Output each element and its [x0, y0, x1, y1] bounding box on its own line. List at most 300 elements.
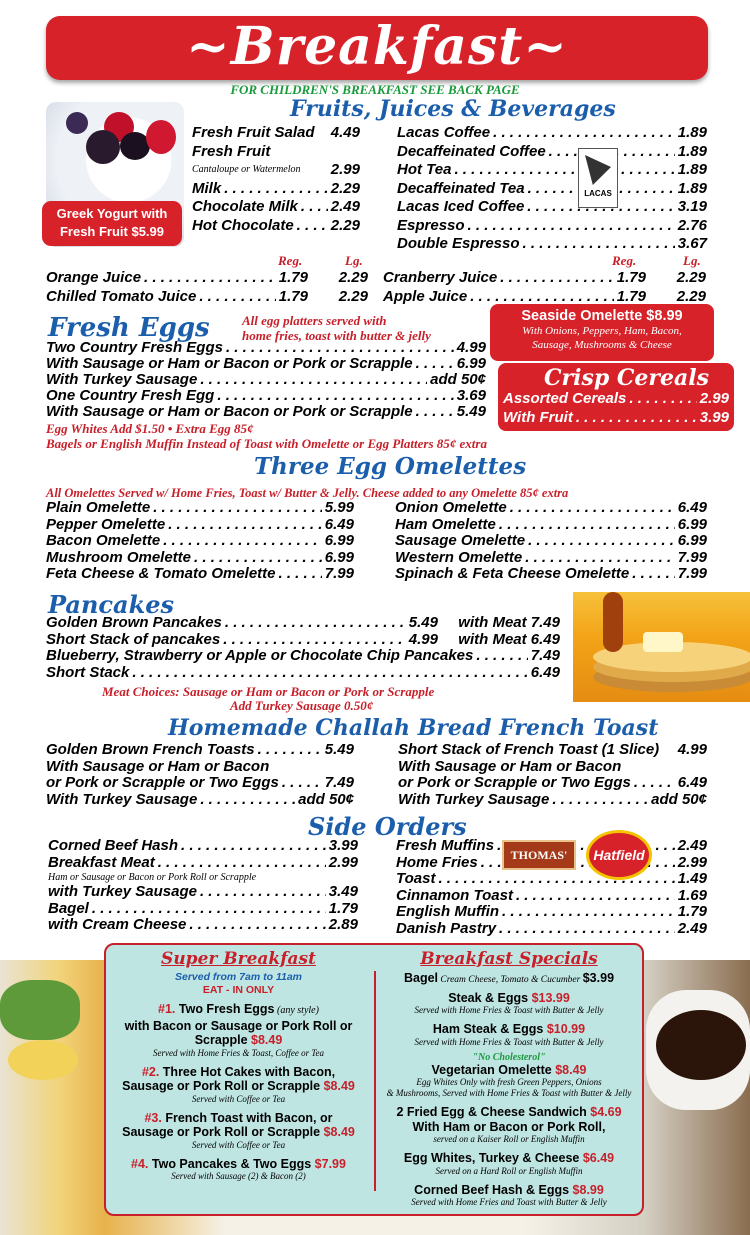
menu-row [46, 517, 354, 534]
item-name: Golden Brown French Toasts [46, 741, 255, 758]
super-item-1-note: (any style) [274, 1005, 319, 1016]
special-sandwich-served: served on a Kaiser Roll or English Muffin [433, 1134, 585, 1144]
item-name: Two Country Fresh Eggs [46, 339, 223, 356]
juice-lg: 2.29 [338, 269, 368, 286]
item-name: Decaffeinated Coffee [397, 142, 546, 160]
dot-leader [416, 356, 454, 372]
item-price: 4.99 [408, 630, 438, 648]
dot-leader [181, 838, 326, 855]
item-name: Cinnamon Toast [396, 886, 513, 904]
item-name: Sausage Omelette [395, 532, 526, 549]
super-item-2-desc: Sausage or Pork Roll or Scrapple [122, 1079, 324, 1093]
item-price: 1.49 [677, 870, 707, 887]
dot-leader [200, 792, 295, 809]
lacas-logo-text: LACAS [584, 189, 612, 198]
item-price: 6.49 [324, 515, 354, 533]
super-eat-in: EAT - IN ONLY [202, 984, 275, 996]
dot-leader [632, 566, 675, 583]
dot-leader [454, 161, 674, 180]
kids-note: FOR CHILDREN'S BREAKFAST SEE BACK PAGE [230, 82, 520, 97]
item-price: 6.99 [456, 355, 486, 372]
item-price: 2.99 [330, 161, 360, 178]
dot-leader [510, 500, 675, 517]
dot-leader [224, 180, 328, 199]
item-name: with Cream Cheese [48, 916, 187, 933]
dot-leader [499, 517, 675, 534]
item-name: Double Espresso [397, 235, 520, 252]
menu-row [48, 917, 358, 934]
meat-price: with Meat 7.49 [458, 614, 560, 631]
item-name: Golden Brown Pancakes [46, 614, 222, 631]
item-price: 3.99 [328, 837, 358, 854]
item-price: add 50¢ [651, 790, 707, 808]
item-price: 2.89 [328, 916, 358, 933]
menu-row [46, 404, 486, 420]
dot-leader [132, 665, 527, 682]
juice-name: Orange Juice [46, 269, 142, 286]
item-name: Fresh Fruit Salad [192, 124, 315, 141]
super-item-1-title: Two Fresh Eggs [175, 1002, 275, 1016]
item-price: 2.49 [677, 919, 707, 937]
juice-name: Chilled Tomato Juice [46, 287, 197, 305]
item-name: Toast [396, 870, 436, 887]
pancakes-heading: Pancakes [48, 590, 174, 619]
item-price: 7.99 [677, 565, 707, 582]
menu-row [395, 550, 707, 567]
omelettes-left-list [46, 500, 354, 583]
fruits-heading: Fruits, Juices & Beverages [290, 96, 616, 122]
item-price: 6.99 [324, 532, 354, 549]
seaside-box [490, 304, 714, 361]
item-name: One Country Fresh Egg [46, 387, 215, 404]
special-sandwich-price: $4.69 [590, 1105, 622, 1119]
juice-reg: 1.79 [616, 269, 646, 286]
seaside-desc1: With Onions, Peppers, Ham, Bacon, [522, 325, 682, 337]
special-ham-steak-price: $10.99 [546, 1022, 586, 1036]
eggs-note2: home fries, toast with butter & jelly [242, 328, 431, 343]
item-price: 1.79 [677, 903, 707, 920]
fruits-right-list [397, 124, 707, 254]
menu-row [46, 356, 486, 372]
menu-row [398, 792, 707, 809]
item-name: Feta Cheese & Tomato Omelette [46, 565, 276, 582]
super-item-2-served: Served with Coffee or Tea [191, 1093, 286, 1104]
item-name: Onion Omelette [395, 499, 507, 516]
item-price: 3.19 [677, 198, 707, 215]
item-price: add 50¢ [430, 371, 486, 388]
spacer [315, 124, 331, 143]
spacer [270, 143, 360, 162]
menu-row [48, 838, 358, 855]
item-name: Assorted Cereals [503, 390, 627, 407]
menu-row [192, 161, 360, 180]
dot-leader [226, 340, 454, 356]
item-price: 2.49 [677, 837, 707, 854]
special-bagel: Bagel [403, 971, 439, 985]
dot-leader [189, 917, 325, 934]
menu-row [46, 775, 354, 792]
item-price: 3.99 [699, 408, 729, 426]
pancakes-note2: Add Turkey Sausage 0.50¢ [230, 698, 374, 713]
item-name: Corned Beef Hash [48, 837, 179, 854]
item-price: 6.99 [677, 532, 707, 549]
item-name: Plain Omelette [46, 499, 151, 516]
item-price: 2.49 [330, 198, 360, 215]
lg-label-right: Lg. [683, 253, 701, 268]
menu-row [397, 124, 707, 143]
dot-leader [502, 904, 675, 921]
specials-heading: Breakfast Specials [420, 949, 598, 969]
item-name: Ham Omelette [395, 515, 496, 533]
item-name: Short Stack of French Toast (1 Slice) [398, 741, 660, 758]
item-name: Hot Tea [397, 161, 452, 178]
super-item-4-price: $7.99 [314, 1156, 346, 1171]
thomas-logo: THOMAS' [502, 840, 576, 870]
juice-row [46, 269, 368, 288]
super-item-2-title: Three Hot Cakes with Bacon, [159, 1064, 336, 1079]
special-ham-steak: Ham Steak & Eggs [432, 1022, 547, 1036]
dot-leader [223, 632, 406, 649]
special-sandwich: 2 Fried Egg & Cheese Sandwich [396, 1105, 591, 1119]
yogurt-line2: Fresh Fruit $5.99 [59, 224, 165, 239]
menu-row [192, 143, 360, 162]
eggs-extra2: Bagels or English Muffin Instead of Toast with Omelette or Egg Platters 85¢ extra [46, 436, 487, 451]
menu-row [46, 615, 560, 632]
special-steak-served: Served with Home Fries & Toast with Butter & Jelly [414, 1005, 604, 1015]
dot-leader [279, 566, 322, 583]
juices-right-list [383, 269, 706, 306]
omelettes-note: All Omelettes Served w/ Home Fries, Toast w/ Butter & Jelly. Cheese added to any Omelette 85¢ extra [46, 486, 569, 500]
dot-leader [301, 198, 328, 217]
omelettes-right-list [395, 500, 707, 583]
special-steak-price: $13.99 [531, 990, 570, 1005]
item-name: Breakfast Meat [48, 853, 155, 871]
juice-reg: 1.79 [278, 269, 308, 286]
item-price: 3.49 [328, 883, 358, 900]
juice-row [383, 269, 706, 288]
special-egg-whites-price: $6.49 [582, 1151, 615, 1165]
seaside-title: Seaside Omelette $8.99 [521, 308, 683, 324]
sides-heading: Side Orders [308, 812, 467, 841]
dot-leader [200, 884, 326, 901]
item-name: Lacas Iced Coffee [397, 198, 525, 215]
menu-row [46, 550, 354, 567]
item-name: Home Fries [396, 853, 478, 871]
menu-row [48, 884, 358, 901]
lg-label-left: Lg. [345, 253, 363, 268]
dot-leader [552, 792, 648, 809]
spacer [621, 759, 707, 776]
special-ham-steak-served: Served with Home Fries & Toast with Butter & Jelly [414, 1036, 604, 1047]
dot-leader [500, 269, 614, 288]
super-item-1-desc: with Bacon or Sausage or Pork Roll or [124, 1018, 353, 1033]
dot-leader [528, 533, 675, 550]
item-name: Hot Chocolate [192, 216, 294, 234]
menu-row [46, 742, 354, 759]
dot-leader [194, 550, 322, 567]
item-name: Chocolate Milk [192, 198, 298, 215]
item-price: 2.99 [699, 390, 729, 407]
special-corned-beef-served: Served with Home Fries and Toast with Butter & Jelly [411, 1197, 607, 1207]
dot-leader [416, 404, 454, 420]
cereals-heading: Crisp Cereals [544, 365, 709, 391]
super-item-2-num: #2. [141, 1064, 160, 1079]
menu-row [398, 759, 707, 776]
lacas-logo [578, 148, 618, 208]
special-egg-whites: Egg Whites, Turkey & Cheese [403, 1151, 583, 1165]
dot-leader [225, 615, 406, 632]
item-price: 7.49 [324, 774, 354, 791]
menu-row [192, 124, 360, 143]
menu-row [397, 161, 707, 180]
menu-row [396, 871, 707, 888]
reg-label-right: Reg. [612, 253, 637, 268]
menu-row [395, 517, 707, 534]
juice-lg: 2.29 [338, 287, 368, 305]
item-price: 6.49 [677, 774, 707, 791]
super-item-3-title: French Toast with Bacon, or [161, 1110, 333, 1125]
dot-leader [634, 775, 675, 792]
specials-panel [104, 943, 644, 1216]
item-name: With Turkey Sausage [398, 790, 550, 808]
item-price: 1.79 [328, 899, 358, 917]
pancakes-note1: Meat Choices: Sausage or Ham or Bacon or Pork or Scrapple [102, 684, 435, 699]
french-right-list [398, 742, 707, 808]
item-name: or Pork or Scrapple or Two Eggs [46, 774, 279, 791]
juice-lg: 2.29 [676, 269, 706, 286]
special-veg-desc2: & Mushrooms, Served with Home Fries & Toast with Butter & Jelly [386, 1088, 632, 1098]
juice-reg: 1.79 [616, 287, 646, 305]
menu-row [397, 180, 707, 199]
special-bagel-price: $3.99 [582, 971, 615, 985]
juice-name: Cranberry Juice [383, 269, 498, 286]
seaside-desc2: Sausage, Mushrooms & Cheese [532, 339, 672, 351]
menu-row [395, 566, 707, 583]
pancake-photo [573, 592, 750, 702]
eggs-heading: Fresh Eggs [48, 313, 210, 343]
item-name: Fresh Muffins [396, 837, 495, 854]
menu-row [398, 742, 707, 759]
super-item-1-desc2: Scrapple [194, 1033, 251, 1047]
item-name: Fresh Fruit [192, 142, 271, 160]
super-item-1-served: Served with Home Fries & Toast, Coffee or Tea [152, 1047, 325, 1058]
page-title: ~Breakfast~ [46, 16, 708, 80]
dot-leader [576, 409, 697, 428]
item-name: With Sausage or Ham or Bacon or Pork or Scrapple [46, 403, 413, 420]
item-price: 5.99 [324, 499, 354, 516]
item-name: With Turkey Sausage [46, 371, 198, 388]
dot-leader [468, 217, 675, 236]
special-steak: Steak & Eggs [448, 990, 532, 1005]
menu-row [396, 904, 707, 921]
item-price: 5.49 [456, 403, 486, 420]
dot-leader [158, 855, 326, 872]
menu-row [46, 792, 354, 809]
menu-row [46, 648, 560, 665]
omelettes-heading: Three Egg Omelettes [254, 453, 527, 480]
menu-row [46, 533, 354, 550]
item-price: 1.69 [677, 886, 707, 904]
item-price: 3.67 [677, 235, 707, 252]
menu-row [398, 775, 707, 792]
menu-row [397, 217, 707, 236]
item-price: 7.99 [324, 565, 354, 582]
menu-row [46, 759, 354, 776]
item-name: Danish Pastry [396, 919, 497, 937]
super-item-4-title: Two Pancakes & Two Eggs [148, 1156, 315, 1171]
super-item-1-num: #1. [158, 1002, 176, 1016]
menu-row [395, 533, 707, 550]
dot-leader [297, 217, 328, 236]
item-price: 2.99 [677, 853, 707, 871]
item-price: 2.29 [330, 216, 360, 234]
item-price: 2.76 [677, 216, 707, 234]
hatfield-logo: Hatfield [586, 830, 652, 880]
dot-leader [92, 901, 326, 918]
super-served: Served from 7am to 11am [174, 971, 303, 983]
item-name: Mushroom Omelette [46, 548, 192, 566]
item-name: With Sausage or Ham or Bacon [46, 757, 270, 775]
special-bagel-desc: Cream Cheese, Tomato & Cucumber [438, 975, 583, 985]
super-item-3-price: $8.49 [323, 1125, 355, 1139]
item-name: Espresso [397, 216, 465, 234]
item-name: Decaffeinated Tea [397, 179, 525, 197]
meat-price: with Meat 6.49 [458, 630, 560, 648]
special-corned-beef-price: $8.99 [572, 1182, 604, 1197]
menu-row [503, 390, 729, 409]
cereals-box [498, 363, 734, 431]
dot-leader [476, 648, 527, 665]
dot-leader [199, 288, 275, 307]
item-price: 5.49 [408, 614, 438, 631]
menu-row [395, 500, 707, 517]
item-price: 1.89 [677, 142, 707, 160]
menu-row [46, 372, 486, 388]
super-item-3-served: Served with Coffee or Tea [191, 1139, 286, 1150]
menu-row [192, 180, 360, 199]
spacer [269, 759, 354, 776]
item-price: 4.99 [677, 741, 707, 758]
menu-row [46, 340, 486, 356]
item-price: 5.49 [324, 741, 354, 758]
menu-row [46, 632, 560, 649]
dot-leader [163, 533, 322, 550]
menu-row [397, 235, 707, 254]
french-heading: Homemade Challah Bread French Toast [168, 715, 659, 741]
item-price: 1.89 [677, 124, 707, 141]
item-price: 4.99 [456, 339, 486, 356]
item-price: add 50¢ [298, 790, 354, 808]
eggs-list [46, 340, 486, 420]
menu-row [192, 217, 360, 236]
item-name: With Sausage or Ham or Bacon [398, 757, 622, 775]
juices-left-list [46, 269, 368, 306]
item-name: Pepper Omelette [46, 515, 166, 533]
eggs-extra1: Egg Whites Add $1.50 • Extra Egg 85¢ [46, 421, 254, 436]
special-corned-beef: Corned Beef Hash & Eggs [414, 1182, 573, 1197]
yogurt-box [42, 201, 182, 246]
pancakes-list [46, 615, 560, 681]
super-item-4-num: #4. [131, 1156, 149, 1171]
menu-row [192, 198, 360, 217]
reg-label-left: Reg. [278, 253, 303, 268]
super-item-1-price: $8.49 [251, 1033, 283, 1047]
sides-left-list [48, 838, 358, 934]
special-veg-omelette: Vegetarian Omelette [431, 1062, 556, 1077]
menu-row [46, 665, 560, 682]
menu-row [396, 888, 707, 905]
item-name: With Turkey Sausage [46, 790, 198, 808]
dot-leader [516, 888, 675, 905]
item-name: Short Stack [46, 663, 130, 681]
super-heading: Super Breakfast [161, 949, 316, 969]
item-name: Spinach & Feta Cheese Omelette [395, 565, 630, 582]
item-name: Western Omelette [395, 548, 523, 566]
super-item-1 [106, 1002, 371, 1019]
item-name: Milk [192, 179, 222, 197]
item-price: 6.49 [677, 499, 707, 516]
menu-row [397, 198, 707, 217]
super-item-2-price: $8.49 [323, 1079, 355, 1093]
cereals-list [503, 390, 729, 427]
special-veg-omelette-price: $8.49 [555, 1062, 587, 1077]
item-price: 6.99 [324, 548, 354, 566]
item-price: 2.99 [328, 853, 358, 871]
item-price: 1.89 [677, 161, 707, 178]
dot-leader [258, 742, 322, 759]
super-item-3-desc: Sausage or Pork Roll or Scrapple [122, 1125, 324, 1139]
item-name: or Pork or Scrapple or Two Eggs [398, 774, 631, 791]
item-price: 7.49 [530, 647, 560, 664]
item-name: English Muffin [396, 903, 500, 920]
dot-leader [217, 388, 453, 404]
yogurt-line1: Greek Yogurt with [56, 206, 168, 221]
item-price: 7.99 [677, 548, 707, 566]
item-name: Short Stack of pancakes [46, 630, 221, 648]
juice-row [46, 288, 368, 307]
juice-reg: 1.79 [278, 287, 308, 305]
item-name: Bagel [48, 899, 89, 917]
item-name: Blueberry, Strawberry or Apple or Chocolate Chip Pancakes [46, 647, 474, 664]
menu-row [46, 388, 486, 404]
special-veg-desc1: Egg Whites Only with fresh Green Peppers, Onions [416, 1077, 602, 1087]
dot-leader [282, 775, 322, 792]
item-name: Bacon Omelette [46, 532, 161, 549]
fruits-left-list [192, 124, 360, 235]
dot-leader [523, 235, 675, 254]
item-price: 6.49 [530, 663, 560, 681]
special-no-cholesterol: "No Cholesterol" [472, 1051, 546, 1063]
item-price: 1.89 [677, 179, 707, 197]
super-item-3-num: #3. [144, 1110, 162, 1125]
menu-row [46, 500, 354, 517]
menu-row [48, 901, 358, 918]
dot-leader [499, 921, 675, 938]
special-sandwich-desc: With Ham or Bacon or Pork Roll, [412, 1119, 606, 1134]
dot-leader [168, 517, 322, 534]
dot-leader [493, 124, 675, 143]
item-name: with Turkey Sausage [48, 883, 197, 900]
menu-row [396, 921, 707, 938]
item-name: Cantaloupe or Watermelon [192, 164, 301, 175]
menu-row [46, 566, 354, 583]
dot-leader [525, 550, 675, 567]
menu-row [503, 409, 729, 428]
super-item-4-served: Served with Sausage (2) & Bacon (2) [171, 1171, 306, 1181]
item-name: With Sausage or Ham or Bacon or Pork or Scrapple [46, 355, 413, 372]
item-name: With Fruit [503, 408, 573, 426]
dot-leader [144, 269, 276, 288]
